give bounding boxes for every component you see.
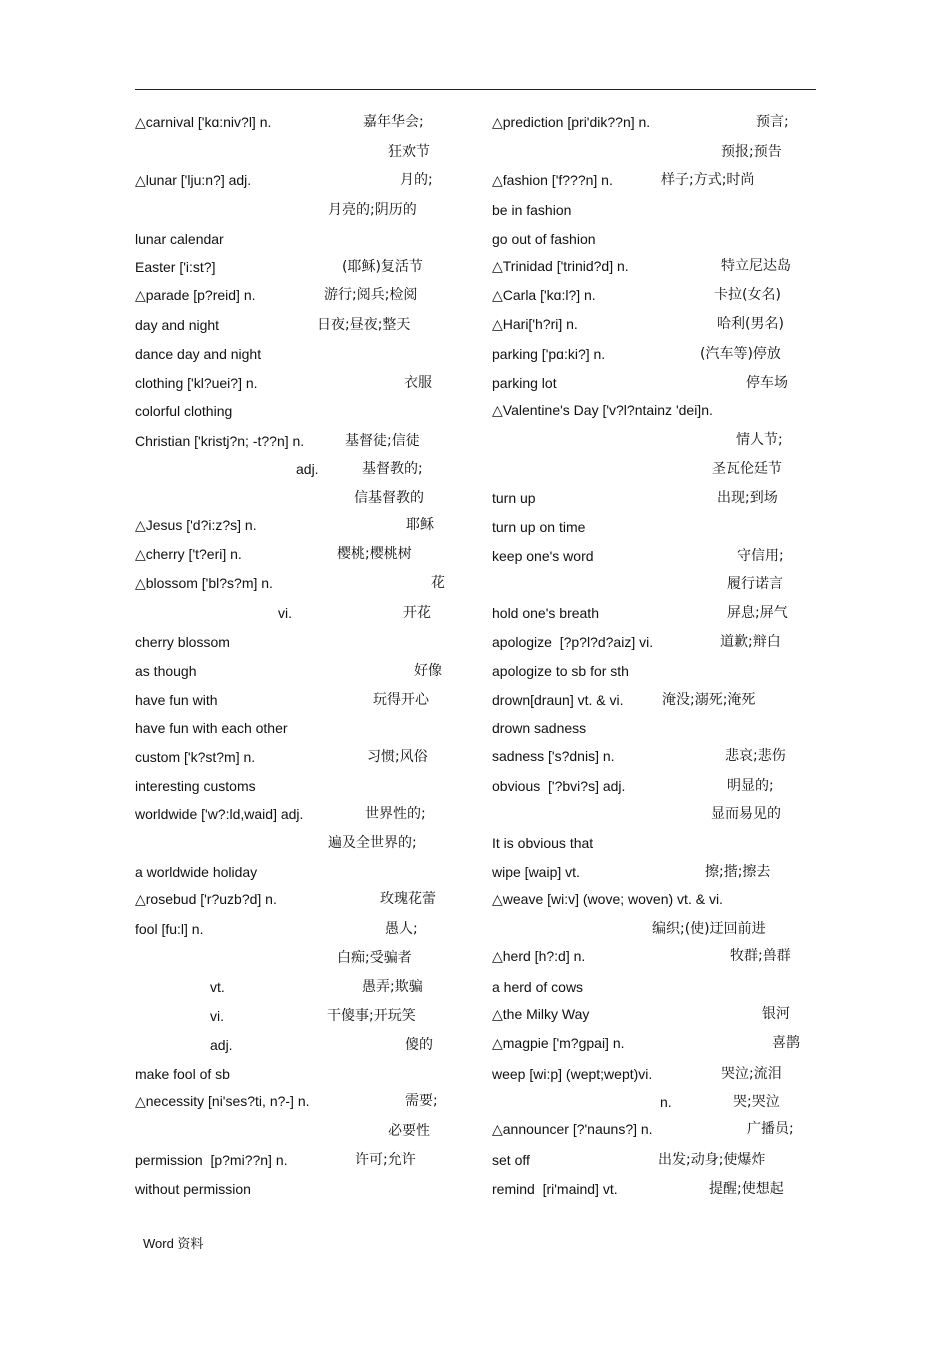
left-entry-term: as though xyxy=(135,663,197,679)
left-entry-term: vt. xyxy=(210,979,225,995)
right-entry-definition: 屏息;屏气 xyxy=(727,605,788,621)
left-entry-definition: 基督教的; xyxy=(362,461,423,477)
header-rule xyxy=(135,89,816,90)
right-entry-term: △magpie ['m?gpai] n. xyxy=(492,1035,625,1051)
left-entry-definition: 世界性的; xyxy=(365,806,426,822)
left-entry-definition: 习惯;风俗 xyxy=(367,749,428,765)
left-entry-definition: 信基督教的 xyxy=(354,490,424,506)
right-entry-definition: 提醒;使想起 xyxy=(709,1181,784,1197)
right-entry-definition: 显而易见的 xyxy=(711,806,781,822)
left-entry-term: adj. xyxy=(296,461,319,477)
left-entry-definition: 愚人; xyxy=(385,921,418,937)
right-entry-term: turn up xyxy=(492,490,536,506)
right-entry-term: turn up on time xyxy=(492,519,586,535)
right-entry-definition: 银河 xyxy=(762,1006,790,1022)
left-entry-definition: 必要性 xyxy=(388,1123,430,1139)
left-entry-definition: 耶稣 xyxy=(406,517,434,533)
left-entry-term: △carnival ['kɑ:niv?l] n. xyxy=(135,114,272,130)
right-entry-definition: 哭;哭泣 xyxy=(733,1094,780,1110)
right-entry-definition: 预言; xyxy=(756,114,789,130)
right-entry-term: keep one's word xyxy=(492,548,594,564)
left-entry-term: lunar calendar xyxy=(135,231,224,247)
left-entry-definition: 月的; xyxy=(400,172,433,188)
left-entry-term: △rosebud ['r?uzb?d] n. xyxy=(135,891,277,907)
right-entry-term: weep [wi:p] (wept;wept)vi. xyxy=(492,1066,653,1082)
right-entry-term: drown[draun] vt. & vi. xyxy=(492,692,624,708)
right-entry-term: apologize [?p?l?d?aiz] vi. xyxy=(492,634,654,650)
right-entry-term: It is obvious that xyxy=(492,835,594,851)
right-entry-term: parking ['pɑ:ki?] n. xyxy=(492,346,606,362)
left-entry-term: vi. xyxy=(210,1008,224,1024)
right-entry-definition: 守信用; xyxy=(737,548,784,564)
right-entry-term: parking lot xyxy=(492,375,557,391)
right-entry-definition: 特立尼达岛 xyxy=(721,258,791,274)
left-entry-definition: 愚弄;欺骗 xyxy=(362,979,423,995)
right-entry-definition: 履行诺言 xyxy=(727,576,783,592)
left-entry-definition: 狂欢节 xyxy=(388,144,430,160)
right-entry-term: a herd of cows xyxy=(492,979,584,995)
left-entry-term: without permission xyxy=(135,1181,251,1197)
left-entry-term: △Jesus ['d?i:z?s] n. xyxy=(135,517,257,533)
left-entry-term: vi. xyxy=(278,605,292,621)
left-entry-term: △parade [p?reid] n. xyxy=(135,287,256,303)
right-entry-term: △weave [wi:v] (wove; woven) vt. & vi. xyxy=(492,891,723,907)
right-entry-definition: 哈利(男名) xyxy=(717,316,784,332)
left-entry-term: cherry blossom xyxy=(135,634,230,650)
left-entry-definition: 游行;阅兵;检阅 xyxy=(324,287,418,303)
left-entry-term: fool [fu:l] n. xyxy=(135,921,204,937)
left-entry-definition: 好像 xyxy=(414,663,442,679)
right-entry-term: △Carla ['kɑ:l?] n. xyxy=(492,287,596,303)
right-entry-definition: 出现;到场 xyxy=(717,490,778,506)
left-entry-term: dance day and night xyxy=(135,346,262,362)
left-entry-term: interesting customs xyxy=(135,778,256,794)
left-entry-term: make fool of sb xyxy=(135,1066,230,1082)
right-entry-definition: 预报;预告 xyxy=(721,144,782,160)
right-entry-term: △herd [h?:d] n. xyxy=(492,948,586,964)
left-entry-term: custom ['k?st?m] n. xyxy=(135,749,256,765)
left-entry-definition: 玩得开心 xyxy=(373,692,429,708)
right-entry-definition: 明显的; xyxy=(727,778,774,794)
right-entry-term: drown sadness xyxy=(492,720,587,736)
right-entry-term: △announcer [?'nauns?] n. xyxy=(492,1121,653,1137)
left-entry-term: adj. xyxy=(210,1037,233,1053)
right-entry-term: apologize to sb for sth xyxy=(492,663,629,679)
left-entry-term: colorful clothing xyxy=(135,403,233,419)
right-entry-term: n. xyxy=(660,1094,672,1110)
right-entry-definition: 编织;(使)迂回前进 xyxy=(652,921,766,937)
left-entry-term: have fun with each other xyxy=(135,720,288,736)
right-entry-term: obvious ['?bvi?s] adj. xyxy=(492,778,626,794)
right-entry-term: hold one's breath xyxy=(492,605,599,621)
right-entry-term: △Hari['h?ri] n. xyxy=(492,316,578,332)
right-entry-definition: 出发;动身;使爆炸 xyxy=(658,1152,766,1168)
left-entry-term: permission [p?mi??n] n. xyxy=(135,1152,288,1168)
left-entry-definition: 开花 xyxy=(403,605,431,621)
right-entry-definition: 悲哀;悲伤 xyxy=(725,748,786,764)
right-entry-definition: 牧群;兽群 xyxy=(730,948,791,964)
left-entry-definition: 樱桃;樱桃树 xyxy=(337,546,412,562)
right-entry-term: △prediction [pri'dik??n] n. xyxy=(492,114,651,130)
right-entry-definition: 圣瓦伦廷节 xyxy=(712,461,782,477)
left-entry-definition: 傻的 xyxy=(405,1037,433,1053)
left-entry-definition: 需要; xyxy=(405,1093,438,1109)
left-entry-term: △lunar ['lju:n?] adj. xyxy=(135,172,252,188)
left-entry-term: clothing ['kl?uei?] n. xyxy=(135,375,258,391)
right-entry-term: wipe [waip] vt. xyxy=(492,864,580,880)
right-entry-definition: (汽车等)停放 xyxy=(700,346,781,362)
left-entry-definition: 嘉年华会; xyxy=(363,114,424,130)
left-entry-term: Easter ['i:st?] xyxy=(135,259,216,275)
right-entry-term: remind [ri'maind] vt. xyxy=(492,1181,618,1197)
right-entry-definition: 淹没;溺死;淹死 xyxy=(662,692,756,708)
left-entry-definition: 白痴;受骗者 xyxy=(337,950,412,966)
left-entry-term: have fun with xyxy=(135,692,218,708)
left-entry-definition: 玫瑰花蕾 xyxy=(380,891,436,907)
right-entry-definition: 广播员; xyxy=(747,1121,794,1137)
right-entry-term: go out of fashion xyxy=(492,231,596,247)
left-entry-term: Christian ['kristj?n; -t??n] n. xyxy=(135,433,305,449)
left-entry-definition: 花 xyxy=(431,575,445,591)
right-entry-definition: 样子;方式;时尚 xyxy=(661,172,755,188)
right-entry-term: △Valentine's Day ['v?l?ntainz 'dei]n. xyxy=(492,402,713,418)
right-entry-definition: 擦;揩;擦去 xyxy=(705,864,771,880)
right-entry-definition: 哭泣;流泪 xyxy=(721,1066,782,1082)
right-entry-definition: 卡拉(女名) xyxy=(714,287,781,303)
left-entry-definition: (耶稣)复活节 xyxy=(342,259,423,275)
right-entry-definition: 情人节; xyxy=(736,432,783,448)
left-entry-definition: 许可;允许 xyxy=(355,1152,416,1168)
left-entry-term: a worldwide holiday xyxy=(135,864,258,880)
left-entry-definition: 遍及全世界的; xyxy=(328,835,417,851)
right-entry-definition: 道歉;辩白 xyxy=(720,634,781,650)
right-entry-definition: 停车场 xyxy=(746,375,788,391)
left-entry-term: △blossom ['bl?s?m] n. xyxy=(135,575,273,591)
left-entry-definition: 干傻事;开玩笑 xyxy=(327,1008,416,1024)
right-entry-term: △fashion ['f???n] n. xyxy=(492,172,613,188)
left-entry-definition: 月亮的;阴历的 xyxy=(328,202,417,218)
left-entry-term: day and night xyxy=(135,317,220,333)
right-entry-term: sadness ['s?dnis] n. xyxy=(492,748,615,764)
right-entry-term: be in fashion xyxy=(492,202,572,218)
right-entry-term: △Trinidad ['trinid?d] n. xyxy=(492,258,629,274)
left-entry-definition: 日夜;昼夜;整天 xyxy=(317,317,411,333)
left-entry-definition: 衣服 xyxy=(404,375,432,391)
left-entry-term: worldwide ['w?:ld,waid] adj. xyxy=(135,806,304,822)
left-entry-term: △cherry ['t?eri] n. xyxy=(135,546,242,562)
footer-label: Word 资料 xyxy=(143,1236,204,1251)
left-entry-term: △necessity [ni'ses?ti, n?-] n. xyxy=(135,1093,310,1109)
right-entry-term: set off xyxy=(492,1152,530,1168)
right-entry-definition: 喜鹊 xyxy=(772,1035,800,1051)
right-entry-term: △the Milky Way xyxy=(492,1006,590,1022)
left-entry-definition: 基督徒;信徒 xyxy=(345,433,420,449)
